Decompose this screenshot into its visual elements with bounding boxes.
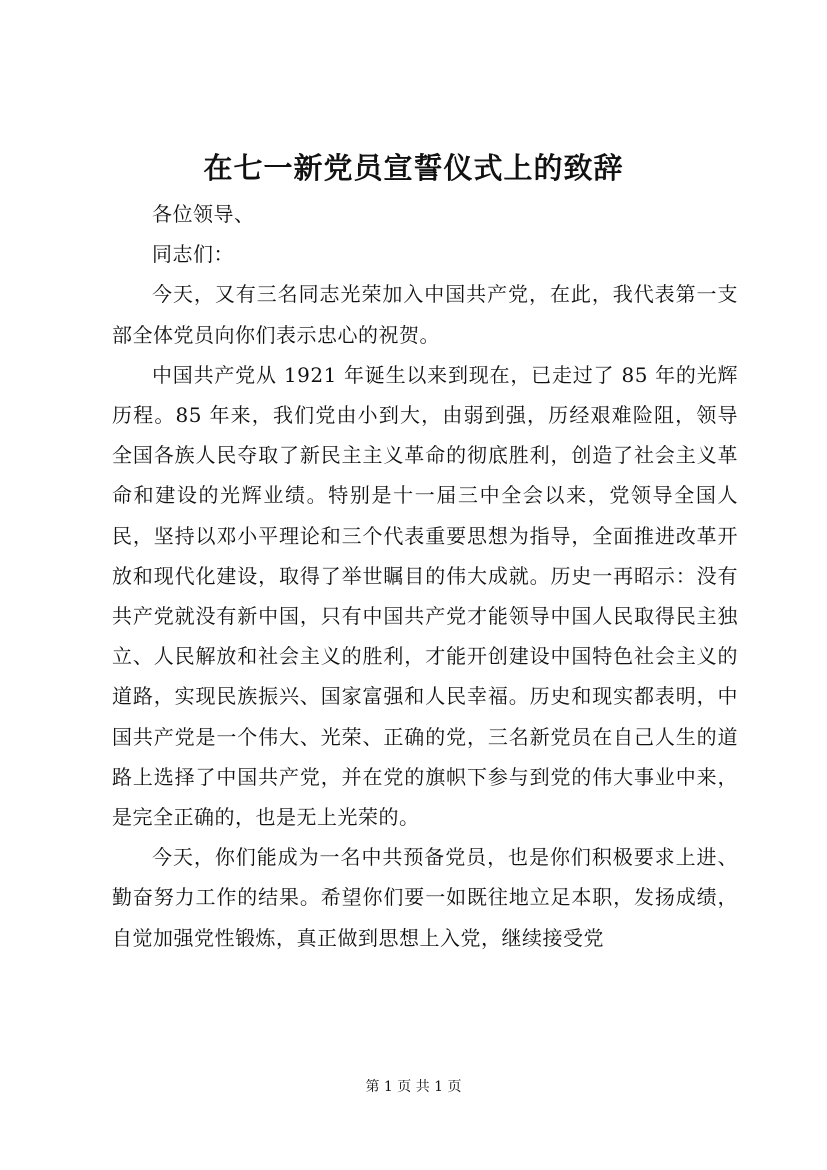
- paragraph-2: 中国共产党从 1921 年诞生以来到现在，已走过了 85 年的光辉历程。85 年来，我们党由小到大，由弱到强，历经艰难险阻，领导全国各族人民夺取了新民主主义革命的彻底胜利，创造了社会主义革命和建设的光辉业绩。特别是十一届三中全会以来，党领导全国人民，坚持以邓小平理论和三个代表重要思想为指导，全面推进改革开放和现代化建设，取得了举世瞩目的伟大成就。历史一再昭示：没有共产党就没有新中国，只有中国共产党才能领导中国人民取得民主独立、人民解放和社会主义的胜利，才能开创建设中国特色社会主义的道路，实现民族振兴、国家富强和人民幸福。历史和现实都表明，中国共产党是一个伟大、光荣、正确的党，三名新党员在自己人生的道路上选择了中国共产党，并在党的旗帜下参与到党的伟大事业中来，是完全正确的，也是无上光荣的。: [112, 362, 738, 830]
- document-body: [112, 194, 738, 958]
- salutation-line-2: 同志们：: [152, 242, 234, 267]
- document-title: 在七一新党员宣誓仪式上的致辞: [203, 151, 624, 185]
- paragraph-3: 今天，你们能成为一名中共预备党员，也是你们积极要求上进、勤奋努力工作的结果。希望你们要一如既往地立足本职，发扬成绩，自觉加强党性锻炼，真正做到思想上入党，继续接受党: [112, 845, 738, 950]
- salutation-line-1: 各位领导、: [152, 202, 255, 226]
- page-footer: 第 1 页 共 1 页: [365, 1079, 462, 1095]
- paragraph-1: 今天，又有三名同志光荣加入中国共产党，在此，我代表第一支部全体党员向你们表示忠心的祝贺。: [112, 282, 738, 347]
